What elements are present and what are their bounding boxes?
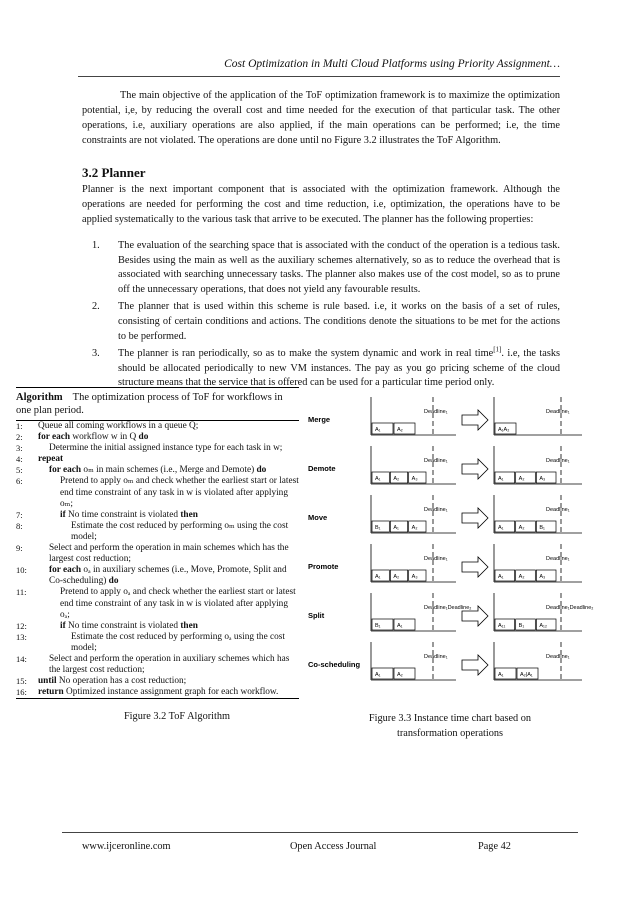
deadline-label: Deadline₁: [424, 458, 448, 464]
paragraph-intro: The main objective of the application of the ToF optimization framework is to maximize the optimization potential, i,e, by reducing the overall cost and time needed for the execution of that particular task. The other operations, i.e, auxiliary operations are also applied, if the main operations can be performed; i.e, the time constraints are not violated. The operations are done until no Figure 3.2 illustrates the ToF Algorithm.: [82, 90, 560, 146]
caption-line: transformation operations: [396, 728, 504, 739]
algorithm-box: [16, 387, 299, 699]
line-number: 16:: [16, 687, 27, 698]
figure-3-3-diagram: [308, 397, 593, 680]
line-text: Select and perform the operation in auxiliary schemes which has the largest cost reduction;: [49, 653, 290, 676]
task-label: A₂: [397, 672, 403, 678]
algorithm-line: [16, 676, 299, 687]
list-text: . i.e, the tasks should be allocated periodically to new VM instances. The pay as you go pricing scheme of the cloud structure means that the service that is offered can be used for a particular time period only.: [118, 348, 560, 389]
footer-journal: Open Access Journal: [290, 841, 377, 852]
task-label: A₂: [518, 476, 525, 482]
task-label: A₁: [498, 525, 504, 531]
task-label: A₁: [498, 672, 504, 678]
transform-arrow-icon: [462, 508, 488, 528]
paragraph-planner: Planner is the next important component that is associated with the optimization framework. Although the operations are needed for performing the cost and time reduction, i.e, optimization, the operations have to be applied systematically to the various task that arrive to be executed. The planner has the following properties:: [82, 184, 560, 225]
transform-arrow-icon: [462, 557, 488, 577]
diagram-row-split: [308, 593, 593, 631]
transform-arrow-icon: [462, 410, 488, 430]
task-label: A₃: [411, 574, 418, 580]
list-number: 3.: [92, 348, 100, 360]
task-label: A₃: [539, 476, 546, 482]
deadline-label: Deadline₁Deadline₂: [424, 605, 472, 611]
task-label: A₁₁: [498, 623, 506, 629]
deadline-label: Deadline₁: [424, 556, 448, 562]
figure-3-3-caption: [355, 711, 545, 741]
task-label: A₁₂: [539, 623, 548, 629]
algorithm-line: [16, 454, 299, 465]
task-label: A₂: [397, 427, 403, 433]
instance-time-chart: [306, 395, 594, 695]
task-label: A₁: [397, 623, 403, 629]
line-text: if No time constraint is violated then: [60, 509, 198, 520]
algorithm-line: [16, 632, 299, 654]
line-number: 3:: [16, 443, 23, 454]
line-text: if No time constraint is violated then: [60, 620, 198, 631]
task-label: A₂: [411, 525, 418, 531]
task-label: A₃: [539, 574, 546, 580]
line-number: 12:: [16, 620, 27, 631]
line-text: Estimate the cost reduced by performing oₘ using the cost model;: [71, 520, 289, 542]
line-number: 13:: [16, 631, 27, 642]
line-text: Determine the initial assigned instance type for each task in w;: [49, 443, 283, 454]
line-text: Select and perform the operation in main schemes which has the largest cost reduction;: [49, 543, 289, 565]
task-label: A₁: [375, 427, 381, 433]
algorithm-label: Algorithm: [16, 392, 63, 403]
algorithm-line: [16, 421, 299, 432]
line-number: 7:: [16, 509, 23, 520]
operation-label: Move: [308, 513, 328, 522]
transform-arrow-icon: [462, 655, 488, 675]
task-label: A₁: [375, 672, 381, 678]
algorithm-line: [16, 654, 299, 676]
list-item: [82, 347, 560, 391]
task-label: A₁: [375, 574, 381, 580]
diagram-row-co-scheduling: [308, 642, 582, 680]
task-label: A₂|A₁: [520, 672, 533, 678]
algorithm-line: [16, 587, 299, 620]
deadline-label: Deadline₁: [424, 654, 448, 660]
task-label: A₂: [393, 476, 400, 482]
line-number: 8:: [16, 520, 23, 531]
task-label: A₂: [518, 525, 525, 531]
deadline-label: Deadline₁: [546, 409, 570, 415]
task-label: A₁A₂: [498, 427, 510, 433]
line-text: Pretend to apply oₐ and check whether the earliest start or latest end time constraint of any task in w is violated after applying oₐ;: [60, 587, 296, 620]
algorithm-line: [16, 687, 299, 698]
footer-site-link[interactable]: www.ijceronline.com: [82, 841, 171, 852]
algorithm-line: [16, 476, 299, 509]
line-text: for each oₘ in main schemes (i.e., Merge and Demote) do: [49, 465, 267, 476]
line-number: 9:: [16, 543, 23, 554]
deadline-label: Deadline₁: [546, 556, 570, 562]
line-number: 4:: [16, 454, 23, 465]
task-label: A₂: [393, 574, 400, 580]
task-label: B₁: [539, 525, 545, 531]
task-label: A₁: [393, 525, 399, 531]
deadline-label: Deadline₁: [546, 458, 570, 464]
algorithm-line: [16, 543, 299, 565]
diagram-row-move: [308, 495, 582, 533]
algorithm-line: [16, 510, 299, 521]
planner-properties-list: [82, 239, 560, 394]
deadline-label: Deadline₁: [424, 409, 448, 415]
task-label: A₂: [518, 574, 525, 580]
algorithm-line: [16, 432, 299, 443]
line-text: Queue all coming workflows in a queue Q;: [38, 421, 199, 431]
line-number: 15:: [16, 676, 27, 687]
operation-label: Split: [308, 611, 325, 620]
citation-ref[interactable]: [1]: [493, 345, 502, 354]
algorithm-title: [16, 388, 299, 421]
running-header: Cost Optimization in Multi Cloud Platforms using Priority Assignment…: [224, 58, 560, 70]
line-text: until No operation has a cost reduction;: [38, 676, 187, 687]
deadline-label: Deadline₁: [424, 507, 448, 513]
algorithm-line: [16, 521, 299, 543]
algorithm-line: [16, 621, 299, 632]
line-text: Pretend to apply oₘ and check whether the earliest start or latest end time constraint of any task in w is violated after applying oₘ;: [60, 476, 299, 509]
operation-label: Merge: [308, 415, 331, 424]
operation-label: Co-scheduling: [308, 660, 361, 669]
deadline-label: Deadline₁: [546, 507, 570, 513]
list-number: 1.: [92, 240, 100, 251]
diagram-row-demote: [308, 446, 582, 484]
footer-page-number: Page 42: [478, 841, 511, 852]
line-number: 11:: [16, 587, 27, 598]
list-number: 2.: [92, 301, 100, 313]
task-label: A₁: [498, 476, 504, 482]
task-label: B₁: [375, 623, 381, 629]
algorithm-title-text: The optimization process of ToF for workflows in one plan period.: [16, 392, 283, 416]
line-number: 6:: [16, 476, 23, 487]
operation-label: Promote: [308, 562, 339, 571]
list-text: The planner is ran periodically, so as to make the system dynamic and work in real time: [118, 348, 494, 360]
deadline-label: Deadline₁: [546, 654, 570, 660]
line-text: for each workflow w in Q do: [38, 432, 149, 443]
transform-arrow-icon: [462, 459, 488, 479]
algorithm-line: [16, 565, 299, 587]
line-number: 1:: [16, 421, 23, 431]
task-label: A₃: [411, 476, 418, 482]
footer-rule: [62, 832, 578, 833]
header-rule: [78, 76, 560, 77]
diagram-row-merge: [308, 397, 582, 435]
list-item: [82, 239, 560, 297]
algorithm-line: [16, 465, 299, 476]
line-text: repeat: [38, 454, 64, 465]
line-number: 2:: [16, 432, 23, 443]
operation-label: Demote: [308, 464, 336, 473]
line-text: Estimate the cost reduced by performing oₐ using the cost model;: [71, 631, 285, 653]
deadline-label: Deadline₁Deadline₂: [546, 605, 594, 611]
list-text: The evaluation of the searching space that is associated with the conduct of the operation is a tedious task. Besides using the main as well as the auxiliary schemes alternatively, so as to reduce the overhead that is associated with searching unnecessary tasks. The planner also makes use of the cost model, so as to prune off the unnecessary operations, that does not yield any favourable results.: [118, 240, 560, 295]
list-text: The planner that is used within this scheme is rule based. i.e, it works on the basis of a set of rules, consisting of certain conditions and actions. The conditions denote the situations to be met for the actions to be performed.: [118, 301, 560, 342]
line-number: 5:: [16, 465, 23, 476]
task-label: A₁: [498, 574, 504, 580]
figure-3-2-caption: Figure 3.2 ToF Algorithm: [123, 711, 231, 722]
algorithm-lines: [16, 421, 299, 698]
section-heading: 3.2 Planner: [82, 165, 146, 180]
line-text: return Optimized instance assignment graph for each workflow.: [38, 687, 279, 698]
line-number: 10:: [16, 565, 27, 576]
diagram-row-promote: [308, 544, 582, 582]
task-label: B₁: [518, 623, 525, 629]
line-number: 14:: [16, 653, 27, 664]
task-label: B₁: [375, 525, 381, 531]
algorithm-line: [16, 443, 299, 454]
caption-line: Figure 3.3 Instance time chart based on: [368, 713, 532, 724]
list-item: [82, 300, 560, 344]
task-label: A₁: [375, 476, 381, 482]
line-text: for each oₐ in auxiliary schemes (i.e., Move, Promote, Split and Co-scheduling) do: [49, 565, 287, 587]
